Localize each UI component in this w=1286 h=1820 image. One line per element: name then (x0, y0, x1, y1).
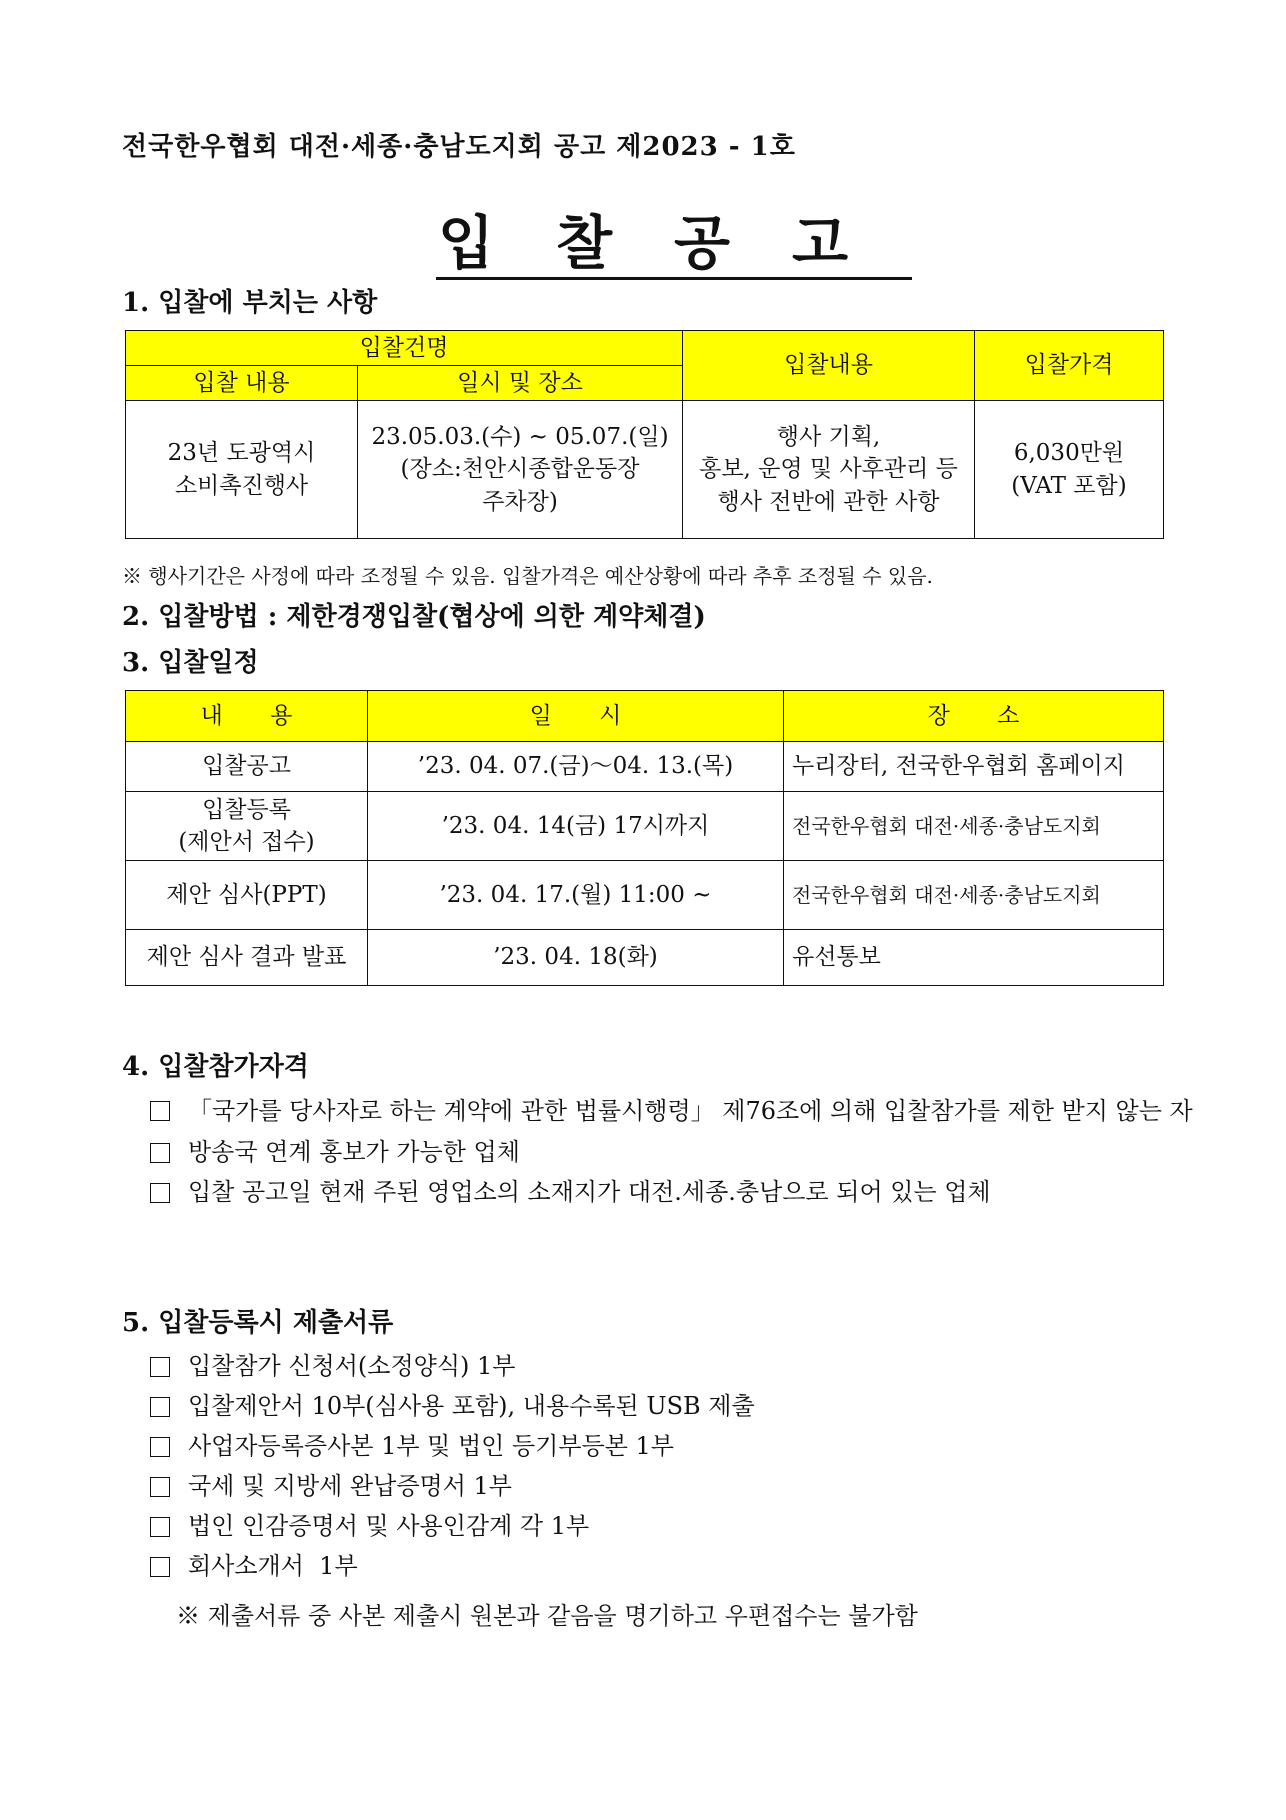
section-3-heading: 3. 입찰일정 (122, 648, 259, 678)
checkbox-icon (150, 1183, 170, 1203)
detail-line: 행사 기획, (776, 424, 881, 451)
document-text: 사업자등록증사본 1부 및 법인 등기부등본 1부 (188, 1432, 674, 1460)
cell-bid-content (126, 401, 358, 539)
schedule-place: 전국한우협회 대전·세종·충남도지회 (784, 792, 1164, 861)
schedule-table (125, 690, 1164, 986)
schedule-header-content-text: 내 용 (200, 702, 293, 729)
schedule-place: 유선통보 (784, 930, 1164, 986)
list-item (150, 1386, 755, 1426)
bid-item-table (125, 330, 1164, 539)
checkbox-icon (150, 1437, 170, 1457)
eligibility-text: 입찰 공고일 현재 주된 영업소의 소재지가 대전.세종.충남으로 되어 있는 업체 (188, 1178, 991, 1206)
schedule-datetime: ’23. 04. 07.(금)～04. 13.(목) (368, 742, 784, 792)
section-1-note: ※ 행사기간은 사정에 따라 조정될 수 있음. 입찰가격은 예산상황에 따라 추후 조정될 수 있음. (122, 564, 933, 588)
bid-content-line: 23년 도광역시 (167, 440, 316, 467)
bid-content-line: 소비촉진행사 (174, 472, 309, 499)
eligibility-text: 「국가를 당사자로 하는 계약에 관한 법률시행령」 제76조에 의해 입찰참가를 제한 받지 않는 자 (188, 1097, 1193, 1125)
place-line: (장소:천안시종합운동장 (400, 456, 640, 483)
schedule-header-datetime (368, 691, 784, 742)
price-line: 6,030만원 (1013, 440, 1125, 467)
document-text: 국세 및 지방세 완납증명서 1부 (188, 1472, 512, 1500)
schedule-content: 제안 심사 결과 발표 (126, 930, 368, 986)
checkbox-icon (150, 1397, 170, 1417)
schedule-content: 제안 심사(PPT) (126, 861, 368, 930)
submission-documents-list (150, 1346, 755, 1586)
schedule-content: 입찰등록 (제안서 접수) (126, 792, 368, 861)
document-text: 법인 인감증명서 및 사용인감계 각 1부 (188, 1512, 590, 1540)
schedule-datetime: ’23. 04. 18(화) (368, 930, 784, 986)
document-text: 입찰참가 신청서(소정양식) 1부 (188, 1352, 516, 1380)
header-bid-detail: 입찰내용 (683, 331, 975, 401)
schedule-datetime: ’23. 04. 14(금) 17시까지 (368, 792, 784, 861)
cell-bid-price (975, 401, 1164, 539)
schedule-header-datetime-text: 일 시 (529, 702, 622, 729)
document-title (0, 196, 1286, 280)
detail-line: 홍보, 운영 및 사후관리 등 (699, 456, 958, 483)
checkbox-icon (150, 1357, 170, 1377)
section-1-heading: 1. 입찰에 부치는 사항 (122, 288, 378, 318)
eligibility-text: 방송국 연계 홍보가 가능한 업체 (188, 1138, 520, 1166)
list-item (150, 1506, 755, 1546)
list-item (150, 1546, 755, 1586)
detail-line: 행사 전반에 관한 사항 (717, 488, 940, 515)
schedule-header-content (126, 691, 368, 742)
list-item (150, 1090, 1200, 1132)
schedule-datetime: ’23. 04. 17.(월) 11:00 ~ (368, 861, 784, 930)
schedule-place: 전국한우협회 대전·세종·충남도지회 (784, 861, 1164, 930)
table-row (126, 861, 1164, 930)
schedule-header-place-text: 장 소 (927, 702, 1020, 729)
cell-datetime-place (358, 401, 683, 539)
checkbox-icon (150, 1101, 170, 1121)
header-datetime-place: 일시 및 장소 (358, 366, 683, 401)
schedule-header-place (784, 691, 1164, 742)
header-bid-price: 입찰가격 (975, 331, 1164, 401)
notice-number: 전국한우협회 대전·세종·충남도지회 공고 제2023 - 1호 (122, 132, 796, 162)
document-text: 회사소개서 1부 (188, 1552, 358, 1580)
checkbox-icon (150, 1477, 170, 1497)
table-row (126, 930, 1164, 986)
header-bid-content: 입찰 내용 (126, 366, 358, 401)
document-title-text: 입찰공고 (436, 209, 912, 280)
eligibility-list (150, 1090, 1200, 1212)
list-item (150, 1172, 1200, 1212)
list-item (150, 1466, 755, 1506)
list-item (150, 1426, 755, 1466)
checkbox-icon (150, 1143, 170, 1163)
checkbox-icon (150, 1557, 170, 1577)
section-4-heading: 4. 입찰참가자격 (122, 1052, 309, 1082)
list-item (150, 1132, 1200, 1172)
table-row (126, 742, 1164, 792)
list-item (150, 1346, 755, 1386)
cell-bid-detail (683, 401, 975, 539)
schedule-content: 입찰공고 (126, 742, 368, 792)
section-5-heading: 5. 입찰등록시 제출서류 (122, 1308, 394, 1338)
datetime-line: 23.05.03.(수) ~ 05.07.(일) (371, 424, 669, 451)
price-line: (VAT 포함) (1011, 472, 1127, 499)
document-text: 입찰제안서 10부(심사용 포함), 내용수록된 USB 제출 (188, 1392, 755, 1420)
table-row (126, 792, 1164, 861)
place-line: 주차장) (482, 488, 558, 515)
schedule-place: 누리장터, 전국한우협회 홈페이지 (784, 742, 1164, 792)
submission-note: ※ 제출서류 중 사본 제출시 원본과 같음을 명기하고 우편접수는 불가함 (176, 1602, 918, 1630)
header-bid-name: 입찰건명 (126, 331, 683, 366)
checkbox-icon (150, 1517, 170, 1537)
section-2-heading: 2. 입찰방법 : 제한경쟁입찰(협상에 의한 계약체결) (122, 602, 706, 632)
